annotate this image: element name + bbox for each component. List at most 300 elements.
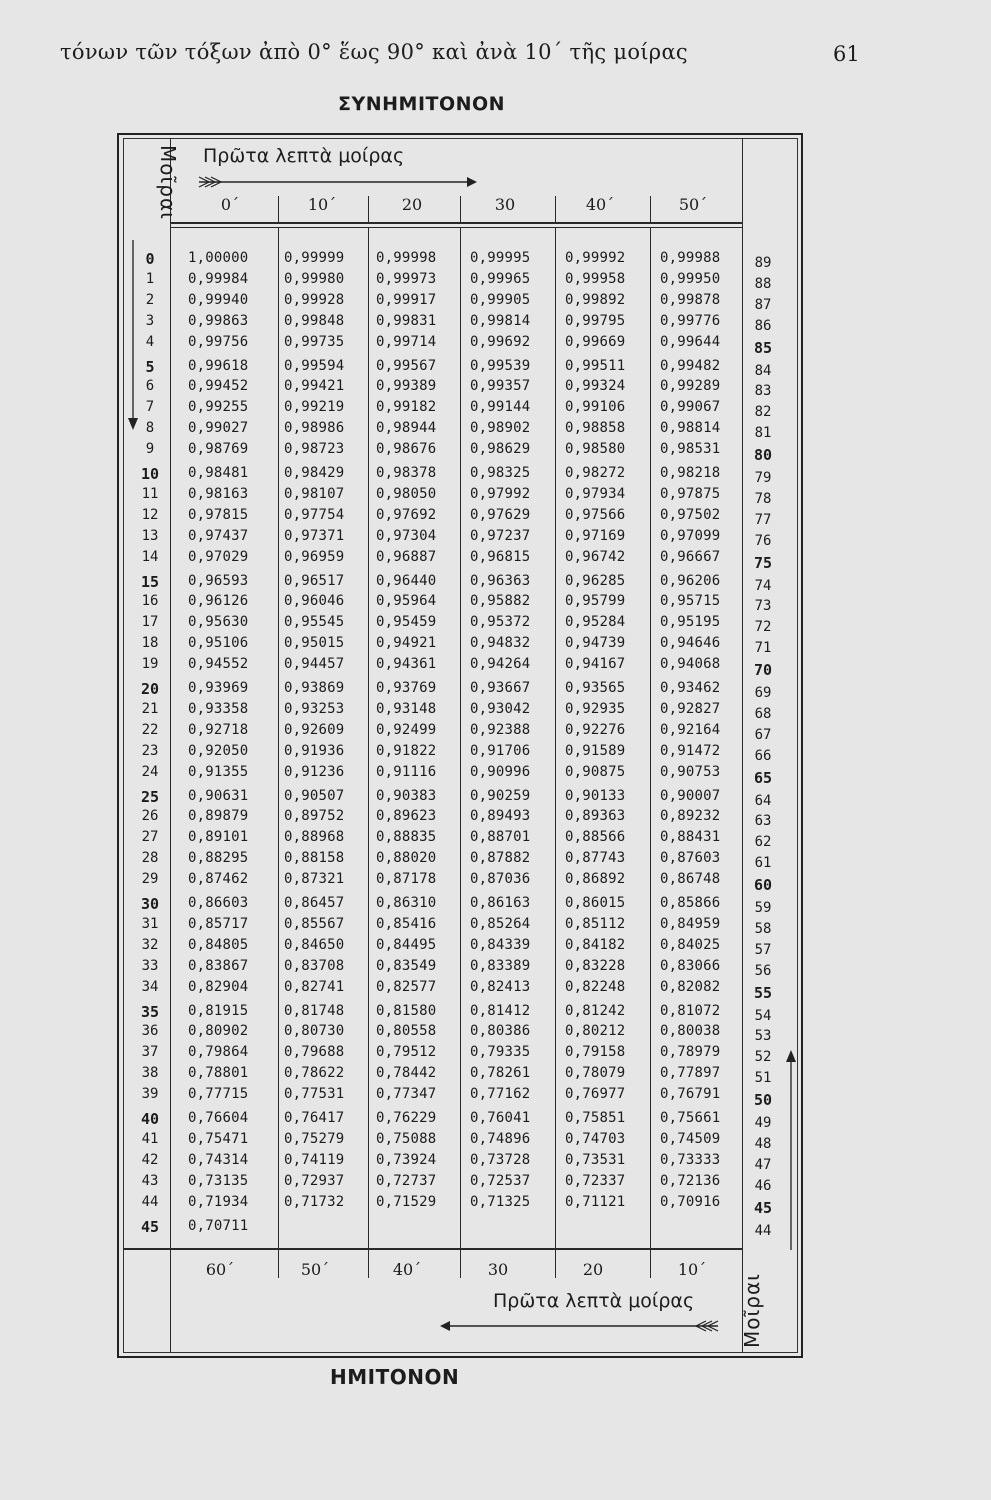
value-cell: 0,99992 <box>565 250 626 266</box>
value-cell: 0,99182 <box>376 399 437 416</box>
value-cell: 0,97029 <box>188 548 249 565</box>
column-footer: 10΄ <box>677 1260 707 1279</box>
value-cell: 0,96363 <box>470 572 531 589</box>
value-cell: 0,84959 <box>660 915 721 932</box>
value-cell: 0,97692 <box>376 506 437 523</box>
value-cell: 0,80386 <box>470 1023 531 1040</box>
value-cell: 0,77531 <box>284 1086 345 1103</box>
value-cell: 0,88431 <box>660 829 721 846</box>
value-cell: 0,82082 <box>660 978 721 995</box>
value-cell: 0,88968 <box>284 829 345 846</box>
value-cell: 0,97566 <box>565 506 626 523</box>
value-cell: 0,79512 <box>376 1044 437 1061</box>
complement-degree-cell: 85 <box>753 338 773 357</box>
value-cell: 0,87462 <box>188 871 249 888</box>
value-cell: 0,96742 <box>565 548 626 565</box>
complement-degree-cell: 57 <box>754 941 772 958</box>
value-cell: 0,85112 <box>565 915 626 932</box>
complement-degree-cell: 89 <box>754 255 772 271</box>
value-cell: 0,89752 <box>284 808 345 825</box>
value-cell: 0,99289 <box>660 378 721 395</box>
value-cell: 0,97371 <box>284 527 345 544</box>
value-cell: 0,99106 <box>565 399 626 416</box>
value-cell: 0,99027 <box>188 420 249 437</box>
complement-degree-cell: 68 <box>754 705 772 722</box>
value-cell: 0,86015 <box>565 895 626 911</box>
value-cell: 0,82413 <box>470 978 531 995</box>
value-cell: 0,86603 <box>188 895 249 911</box>
complement-degree-cell: 47 <box>754 1156 772 1173</box>
value-cell: 0,93869 <box>284 680 345 696</box>
right-degrees-label: Μοῖραι <box>740 1273 764 1348</box>
value-cell: 0,86892 <box>565 871 626 888</box>
value-cell: 0,93462 <box>660 680 721 696</box>
value-cell: 0,95715 <box>660 593 721 610</box>
value-cell: 0,96593 <box>188 572 249 589</box>
degree-cell: 33 <box>141 957 159 974</box>
value-cell: 0,99878 <box>660 291 721 308</box>
table-title-top: ΣΥΝΗΜΙΤΟΝΟΝ <box>338 93 506 115</box>
value-cell: 0,97237 <box>470 527 531 544</box>
value-cell: 0,88566 <box>565 829 626 846</box>
degree-cell: 13 <box>141 527 159 544</box>
value-cell: 0,89493 <box>470 808 531 825</box>
value-cell: 0,97629 <box>470 506 531 523</box>
value-cell: 0,74896 <box>470 1130 531 1147</box>
value-cell: 0,96126 <box>188 593 249 610</box>
complement-degree-cell: 61 <box>754 855 772 872</box>
value-cell: 0,98050 <box>376 485 437 502</box>
value-cell: 0,76417 <box>284 1110 345 1126</box>
value-cell: 0,99814 <box>470 312 531 329</box>
value-cell: 0,94646 <box>660 635 721 652</box>
value-cell: 0,92718 <box>188 721 249 738</box>
value-cell: 0,95284 <box>565 614 626 631</box>
value-cell: 0,85264 <box>470 915 531 932</box>
degree-cell: 38 <box>141 1065 159 1082</box>
complement-degree-cell: 79 <box>754 470 772 486</box>
value-cell: 0,71529 <box>376 1193 437 1210</box>
degree-cell: 9 <box>145 441 155 458</box>
value-cell: 0,72937 <box>284 1172 345 1189</box>
value-cell: 0,98378 <box>376 465 437 481</box>
column-header: 50΄ <box>678 195 708 214</box>
value-cell: 0,90631 <box>188 787 249 804</box>
value-cell: 0,71732 <box>284 1193 345 1210</box>
value-cell: 0,94361 <box>376 656 437 673</box>
value-cell: 0,78801 <box>188 1065 249 1082</box>
degree-cell: 24 <box>141 763 159 780</box>
column-header: 0΄ <box>220 195 240 214</box>
value-cell: 0,99984 <box>188 270 249 287</box>
value-cell: 0,98858 <box>565 420 626 437</box>
value-cell: 0,97502 <box>660 506 721 523</box>
degree-cell: 35 <box>140 1002 160 1021</box>
value-cell: 0,99998 <box>376 250 437 266</box>
value-cell: 0,99905 <box>470 291 531 308</box>
degree-cell: 31 <box>141 915 159 932</box>
value-cell: 0,92499 <box>376 721 437 738</box>
value-cell: 0,76791 <box>660 1086 721 1103</box>
value-cell: 0,90996 <box>470 763 531 780</box>
value-cell: 0,78079 <box>565 1065 626 1082</box>
complement-degree-cell: 86 <box>754 317 772 334</box>
complement-degree-cell: 84 <box>754 362 772 379</box>
value-cell: 0,75661 <box>660 1110 721 1126</box>
value-cell: 0,73333 <box>660 1151 721 1168</box>
value-cell: 0,81748 <box>284 1002 345 1019</box>
value-cell: 0,98107 <box>284 485 345 502</box>
value-cell: 0,84339 <box>470 936 531 953</box>
value-cell: 0,89363 <box>565 808 626 825</box>
complement-degree-cell: 46 <box>754 1177 772 1194</box>
value-cell: 0,92935 <box>565 700 626 717</box>
arrow-up-icon <box>785 1050 797 1250</box>
left-degrees-label: Μοῖραι <box>156 145 180 220</box>
value-cell: 0,92388 <box>470 721 531 738</box>
value-cell: 0,96667 <box>660 548 721 565</box>
value-cell: 0,91236 <box>284 763 345 780</box>
complement-degree-cell: 62 <box>754 834 772 851</box>
value-cell: 0,86163 <box>470 895 531 911</box>
complement-degree-cell: 69 <box>754 685 772 701</box>
value-cell: 0,99692 <box>470 333 531 350</box>
degree-cell: 17 <box>141 614 159 631</box>
value-cell: 0,91589 <box>565 742 626 759</box>
value-cell: 0,99539 <box>470 357 531 374</box>
complement-degree-cell: 66 <box>754 747 772 764</box>
value-cell: 0,83066 <box>660 957 721 974</box>
degree-cell: 7 <box>145 399 155 416</box>
value-cell: 0,92276 <box>565 721 626 738</box>
degree-cell: 26 <box>141 808 159 825</box>
value-cell: 0,86457 <box>284 895 345 911</box>
degree-cell: 39 <box>141 1086 159 1103</box>
value-cell: 0,75471 <box>188 1130 249 1147</box>
value-cell: 0,97099 <box>660 527 721 544</box>
arrow-right-icon <box>195 174 477 190</box>
degree-cell: 16 <box>141 593 159 610</box>
value-cell: 0,78261 <box>470 1065 531 1082</box>
value-cell: 0,87603 <box>660 850 721 867</box>
value-cell: 0,88158 <box>284 850 345 867</box>
degree-cell: 36 <box>141 1023 159 1040</box>
value-cell: 0,76041 <box>470 1110 531 1126</box>
value-cell: 0,99980 <box>284 270 345 287</box>
value-cell: 0,97754 <box>284 506 345 523</box>
value-cell: 0,99219 <box>284 399 345 416</box>
complement-degree-cell: 74 <box>754 577 772 594</box>
value-cell: 0,98218 <box>660 465 721 481</box>
value-cell: 0,91936 <box>284 742 345 759</box>
complement-degree-cell: 52 <box>754 1049 772 1066</box>
complement-degree-cell: 53 <box>754 1028 772 1045</box>
value-cell: 0,99958 <box>565 270 626 287</box>
value-cell: 0,99988 <box>660 250 721 266</box>
value-cell: 0,86748 <box>660 871 721 888</box>
value-cell: 0,90507 <box>284 787 345 804</box>
degree-cell: 44 <box>141 1193 159 1210</box>
value-cell: 0,98325 <box>470 465 531 481</box>
value-cell: 0,83228 <box>565 957 626 974</box>
value-cell: 0,76229 <box>376 1110 437 1126</box>
value-cell: 0,99357 <box>470 378 531 395</box>
value-cell: 0,98481 <box>188 465 249 481</box>
degree-cell: 29 <box>141 871 159 888</box>
complement-degree-cell: 55 <box>753 983 773 1002</box>
value-cell: 0,99482 <box>660 357 721 374</box>
value-cell: 0,90259 <box>470 787 531 804</box>
value-cell: 0,72737 <box>376 1172 437 1189</box>
value-cell: 0,83549 <box>376 957 437 974</box>
value-cell: 0,84495 <box>376 936 437 953</box>
value-cell: 0,81072 <box>660 1002 721 1019</box>
value-cell: 0,99669 <box>565 333 626 350</box>
value-cell: 0,95372 <box>470 614 531 631</box>
value-cell: 0,79158 <box>565 1044 626 1061</box>
value-cell: 0,99735 <box>284 333 345 350</box>
complement-degree-cell: 49 <box>754 1115 772 1131</box>
value-cell: 0,71934 <box>188 1193 249 1210</box>
degree-cell: 4 <box>145 333 155 350</box>
value-cell: 0,97304 <box>376 527 437 544</box>
value-cell: 0,84025 <box>660 936 721 953</box>
value-cell: 0,81580 <box>376 1002 437 1019</box>
value-cell: 0,95015 <box>284 635 345 652</box>
value-cell: 0,75279 <box>284 1130 345 1147</box>
value-cell: 0,83389 <box>470 957 531 974</box>
degree-cell: 8 <box>145 420 155 437</box>
value-cell: 0,81242 <box>565 1002 626 1019</box>
value-cell: 0,91822 <box>376 742 437 759</box>
value-cell: 0,93565 <box>565 680 626 696</box>
value-cell: 0,98163 <box>188 485 249 502</box>
value-cell: 0,89879 <box>188 808 249 825</box>
value-cell: 0,72337 <box>565 1172 626 1189</box>
value-cell: 0,96815 <box>470 548 531 565</box>
degree-cell: 30 <box>140 895 160 913</box>
value-cell: 0,93969 <box>188 680 249 696</box>
degree-cell: 37 <box>141 1044 159 1061</box>
value-cell: 0,98429 <box>284 465 345 481</box>
value-cell: 0,99255 <box>188 399 249 416</box>
value-cell: 0,99594 <box>284 357 345 374</box>
degree-cell: 40 <box>140 1110 160 1128</box>
value-cell: 0,99756 <box>188 333 249 350</box>
value-cell: 0,97169 <box>565 527 626 544</box>
degree-cell: 27 <box>141 829 159 846</box>
value-cell: 0,78442 <box>376 1065 437 1082</box>
degree-cell: 41 <box>141 1130 159 1147</box>
complement-degree-cell: 76 <box>754 532 772 549</box>
value-cell: 0,90383 <box>376 787 437 804</box>
value-cell: 0,95195 <box>660 614 721 631</box>
value-cell: 0,80038 <box>660 1023 721 1040</box>
complement-degree-cell: 65 <box>753 768 773 787</box>
degree-cell: 32 <box>141 936 159 953</box>
value-cell: 0,96046 <box>284 593 345 610</box>
column-footer: 30 <box>487 1260 509 1279</box>
complement-degree-cell: 72 <box>754 619 772 636</box>
degree-cell: 28 <box>141 850 159 867</box>
value-cell: 0,97875 <box>660 485 721 502</box>
complement-degree-cell: 82 <box>754 404 772 421</box>
value-cell: 0,98944 <box>376 420 437 437</box>
degree-cell: 12 <box>141 506 159 523</box>
value-cell: 0,99795 <box>565 312 626 329</box>
complement-degree-cell: 77 <box>754 511 772 528</box>
degree-cell: 3 <box>145 312 155 329</box>
page-header: τόνων τῶν τόξων ἀπὸ 0° ἕως 90° καὶ ἀνὰ 10΄ τῆς μοίρας <box>60 40 688 64</box>
value-cell: 0,74509 <box>660 1130 721 1147</box>
value-cell: 0,99928 <box>284 291 345 308</box>
value-cell: 0,94739 <box>565 635 626 652</box>
value-cell: 0,98723 <box>284 441 345 458</box>
value-cell: 0,83708 <box>284 957 345 974</box>
complement-degree-cell: 83 <box>754 383 772 400</box>
value-cell: 0,99973 <box>376 270 437 287</box>
value-cell: 0,77347 <box>376 1086 437 1103</box>
value-cell: 0,93148 <box>376 700 437 717</box>
value-cell: 0,85416 <box>376 915 437 932</box>
complement-degree-cell: 75 <box>753 553 773 572</box>
column-header: 30 <box>494 195 516 214</box>
value-cell: 0,82904 <box>188 978 249 995</box>
value-cell: 0,80558 <box>376 1023 437 1040</box>
value-cell: 0,92164 <box>660 721 721 738</box>
complement-degree-cell: 50 <box>753 1091 773 1110</box>
value-cell: 0,95630 <box>188 614 249 631</box>
degree-cell: 43 <box>141 1172 159 1189</box>
value-cell: 0,74119 <box>284 1151 345 1168</box>
value-cell: 0,94832 <box>470 635 531 652</box>
value-cell: 0,70711 <box>188 1217 249 1234</box>
complement-degree-cell: 64 <box>754 792 772 809</box>
value-cell: 0,78622 <box>284 1065 345 1082</box>
value-cell: 0,70916 <box>660 1193 721 1210</box>
value-cell: 0,99965 <box>470 270 531 287</box>
value-cell: 0,77715 <box>188 1086 249 1103</box>
complement-degree-cell: 81 <box>754 425 772 442</box>
value-cell: 0,99511 <box>565 357 626 374</box>
complement-degree-cell: 73 <box>754 598 772 615</box>
value-cell: 0,88701 <box>470 829 531 846</box>
complement-degree-cell: 67 <box>754 726 772 743</box>
value-cell: 0,98676 <box>376 441 437 458</box>
value-cell: 0,99324 <box>565 378 626 395</box>
value-cell: 0,95799 <box>565 593 626 610</box>
value-cell: 0,91472 <box>660 742 721 759</box>
value-cell: 0,97992 <box>470 485 531 502</box>
complement-degree-cell: 88 <box>754 275 772 292</box>
value-cell: 0,83867 <box>188 957 249 974</box>
value-cell: 0,85866 <box>660 895 721 911</box>
value-cell: 0,99999 <box>284 250 345 266</box>
value-cell: 0,84805 <box>188 936 249 953</box>
value-cell: 0,87036 <box>470 871 531 888</box>
value-cell: 0,84182 <box>565 936 626 953</box>
value-cell: 0,87882 <box>470 850 531 867</box>
value-cell: 0,88295 <box>188 850 249 867</box>
top-minutes-label: Πρῶτα λεπτὰ μοίρας <box>203 145 405 167</box>
value-cell: 0,87321 <box>284 871 345 888</box>
value-cell: 0,98531 <box>660 441 721 458</box>
complement-degree-cell: 78 <box>754 490 772 507</box>
value-cell: 0,96206 <box>660 572 721 589</box>
value-cell: 0,85567 <box>284 915 345 932</box>
value-cell: 0,96517 <box>284 572 345 589</box>
complement-degree-cell: 51 <box>754 1070 772 1087</box>
value-cell: 0,87178 <box>376 871 437 888</box>
value-cell: 0,82577 <box>376 978 437 995</box>
value-cell: 0,96440 <box>376 572 437 589</box>
value-cell: 0,80212 <box>565 1023 626 1040</box>
value-cell: 0,89623 <box>376 808 437 825</box>
degree-cell: 22 <box>141 721 159 738</box>
value-cell: 0,72136 <box>660 1172 721 1189</box>
degree-cell: 2 <box>145 291 155 308</box>
value-cell: 0,84650 <box>284 936 345 953</box>
column-footer: 20 <box>582 1260 604 1279</box>
value-cell: 0,99067 <box>660 399 721 416</box>
value-cell: 0,99940 <box>188 291 249 308</box>
bottom-minutes-label: Πρῶτα λεπτὰ μοίρας <box>493 1290 695 1312</box>
value-cell: 0,74703 <box>565 1130 626 1147</box>
value-cell: 0,93042 <box>470 700 531 717</box>
value-cell: 0,91355 <box>188 763 249 780</box>
value-cell: 0,99144 <box>470 399 531 416</box>
value-cell: 1,00000 <box>188 250 249 266</box>
complement-degree-cell: 44 <box>754 1222 772 1239</box>
value-cell: 0,95459 <box>376 614 437 631</box>
value-cell: 0,82741 <box>284 978 345 995</box>
value-cell: 0,99863 <box>188 312 249 329</box>
value-cell: 0,99917 <box>376 291 437 308</box>
value-cell: 0,95545 <box>284 614 345 631</box>
value-cell: 0,97815 <box>188 506 249 523</box>
value-cell: 0,97437 <box>188 527 249 544</box>
complement-degree-cell: 87 <box>754 296 772 313</box>
value-cell: 0,87743 <box>565 850 626 867</box>
complement-degree-cell: 71 <box>754 640 772 657</box>
value-cell: 0,79335 <box>470 1044 531 1061</box>
column-footer: 40΄ <box>392 1260 422 1279</box>
column-header: 20 <box>401 195 423 214</box>
value-cell: 0,71325 <box>470 1193 531 1210</box>
degree-cell: 19 <box>141 656 159 673</box>
value-cell: 0,94167 <box>565 656 626 673</box>
value-cell: 0,75851 <box>565 1110 626 1126</box>
value-cell: 0,98629 <box>470 441 531 458</box>
value-cell: 0,98902 <box>470 420 531 437</box>
value-cell: 0,78979 <box>660 1044 721 1061</box>
value-cell: 0,73531 <box>565 1151 626 1168</box>
value-cell: 0,90007 <box>660 787 721 804</box>
value-cell: 0,71121 <box>565 1193 626 1210</box>
value-cell: 0,99995 <box>470 250 531 266</box>
value-cell: 0,91116 <box>376 763 437 780</box>
degree-cell: 5 <box>145 357 155 376</box>
complement-degree-cell: 54 <box>754 1007 772 1024</box>
value-cell: 0,98769 <box>188 441 249 458</box>
value-cell: 0,93253 <box>284 700 345 717</box>
value-cell: 0,88835 <box>376 829 437 846</box>
value-cell: 0,80902 <box>188 1023 249 1040</box>
value-cell: 0,99567 <box>376 357 437 374</box>
value-cell: 0,99950 <box>660 270 721 287</box>
value-cell: 0,96285 <box>565 572 626 589</box>
value-cell: 0,76977 <box>565 1086 626 1103</box>
